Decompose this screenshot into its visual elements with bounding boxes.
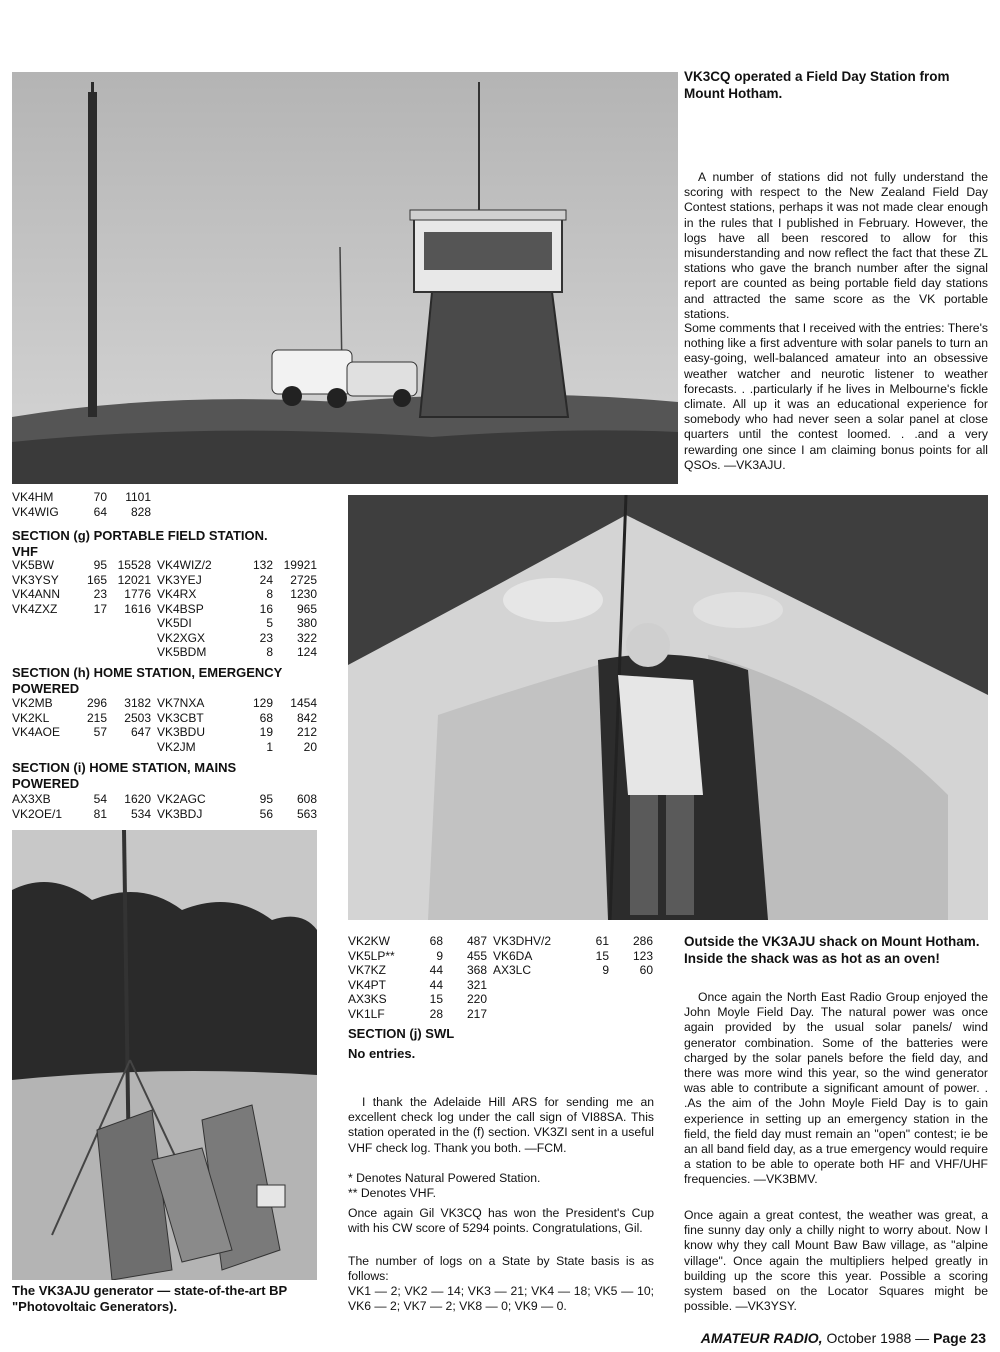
call-sign: VK3YSY (12, 572, 59, 587)
tent-photo-caption: Outside the VK3AJU shack on Mount Hotham. Inside the shack was as hot as an oven! (684, 934, 980, 966)
call-sign: VK6DA (493, 948, 533, 963)
section-g-subtitle: VHF (12, 544, 38, 559)
score: 1776 (124, 587, 151, 601)
table-row (12, 573, 317, 588)
qso-count: 132 (252, 558, 273, 572)
table-row (12, 807, 317, 822)
score: 1101 (125, 490, 151, 504)
score (107, 645, 151, 660)
table-row (12, 602, 317, 617)
call-sign: VK4PT (348, 977, 387, 992)
qso-count: 44 (429, 977, 443, 992)
call-sign (12, 645, 80, 660)
qso-count: 19 (259, 725, 273, 739)
call-sign: VK4HM (12, 490, 54, 504)
qso-count: 28 (429, 1006, 443, 1021)
score: 217 (466, 1006, 487, 1021)
section-h-table (12, 696, 317, 754)
score: 212 (296, 725, 317, 739)
qso-count: 8 (266, 587, 273, 601)
call-sign: AX3KS (348, 992, 387, 1006)
call-sign: VK5DI (157, 616, 192, 630)
call-sign (12, 616, 80, 631)
score: 124 (296, 645, 317, 659)
qso-count: 129 (252, 696, 273, 710)
qso-count: 23 (93, 587, 107, 601)
score: 1620 (124, 792, 151, 806)
page-number: Page 23 (933, 1330, 986, 1346)
call-sign: VK2JM (157, 739, 196, 754)
score: 563 (296, 806, 317, 821)
qso-count: 70 (93, 490, 107, 504)
score: 380 (296, 616, 317, 630)
table-row (348, 978, 653, 993)
footnote-vhf: ** Denotes VHF. (348, 1186, 437, 1200)
call-sign (487, 992, 583, 1007)
score: 828 (130, 504, 151, 519)
table-row (12, 587, 317, 602)
right-paragraph-1: A number of stations did not fully understand the scoring with respect to the New Zealand Field Day Contest stations, perhaps it was not made clear enough in the rules that I published in February. However, the logs have all been rescored to allow for this misunderstanding and now reflect the fact that these ZL stations who gave the branch number after the signal report are counted as being portable field day stations and attracted the same score as the VK portable stations. (684, 170, 988, 321)
call-sign: VK2XGX (157, 630, 206, 645)
qso-count: 24 (259, 572, 273, 587)
call-sign: VK2KL (12, 710, 50, 725)
qso-count: 8 (266, 645, 273, 659)
qso-count: 215 (86, 710, 107, 725)
score: 487 (466, 934, 487, 948)
qso-count: 81 (93, 806, 107, 821)
score: 534 (130, 806, 151, 821)
score: 2725 (290, 572, 317, 587)
call-sign: VK4BSP (157, 601, 204, 616)
score: 321 (466, 977, 487, 992)
call-sign: VK3BDU (157, 725, 206, 739)
section-g-title: SECTION (g) PORTABLE FIELD STATION. (12, 528, 268, 543)
table-row (12, 792, 317, 807)
score: 123 (632, 948, 653, 963)
section-j-no-entries: No entries. (348, 1046, 416, 1061)
qso-count (583, 1007, 609, 1022)
section-g-table (12, 558, 317, 660)
table-row (12, 711, 317, 726)
qso-count: 15 (429, 992, 443, 1006)
qso-count: 68 (429, 934, 443, 948)
call-sign: AX3XB (12, 792, 51, 806)
photo-tent-shack (348, 495, 988, 920)
table-row (348, 963, 653, 978)
score (609, 1007, 653, 1022)
page-footer (701, 1330, 986, 1346)
score: 20 (303, 739, 317, 754)
qso-count (80, 645, 107, 660)
call-sign: VK7NXA (157, 696, 205, 710)
call-sign: VK5LP** (348, 948, 395, 963)
qso-count: 44 (429, 963, 443, 977)
score: 647 (130, 725, 151, 739)
table-row (12, 645, 317, 660)
call-sign: VK2KW (348, 934, 391, 948)
call-sign: VK1LF (348, 1006, 385, 1021)
tower-photo-caption: VK3CQ operated a Field Day Station from Mount Hotham. (684, 69, 950, 101)
table-row (12, 740, 317, 755)
call-sign: VK4ANN (12, 587, 61, 601)
score: 1230 (290, 587, 317, 601)
qso-count: 1 (266, 739, 273, 754)
score: 60 (639, 963, 653, 977)
qso-count: 54 (93, 792, 107, 806)
right-paragraph-4: Once again a great contest, the weather was great, a fine sunny day only a chilly night to worry about. Now I know why they call Mount Baw Baw village, as "alpine village". Once again the multipliers helped greatly in building up the score this year. Possible a scoring system based on the Locator Squares might be possible. —VK3YSY. (684, 1208, 988, 1314)
call-sign: VK2OE/1 (12, 806, 63, 821)
middle-paragraph-3: The number of logs on a State by State basis is as follows: (348, 1254, 654, 1284)
call-sign: VK2MB (12, 696, 53, 710)
call-sign: VK7KZ (348, 963, 387, 977)
section-i-table (12, 792, 317, 821)
qso-count (80, 740, 107, 755)
qso-count: 9 (436, 948, 443, 963)
state-log-counts: VK1 — 2; VK2 — 14; VK3 — 21; VK4 — 18; VK5 — 10; VK6 — 2; VK7 — 2; VK8 — 0; VK9 — 0. (348, 1284, 654, 1314)
table-row (12, 696, 317, 711)
table-row (348, 1007, 653, 1022)
qso-count: 61 (595, 934, 609, 948)
generator-photo-caption: The VK3AJU generator — state-of-the-art BP "Photovoltaic Generators). (12, 1283, 287, 1314)
score: 1454 (290, 696, 317, 710)
score: 842 (296, 710, 317, 725)
table-row (12, 616, 317, 631)
score: 286 (632, 934, 653, 948)
call-sign: VK4AOE (12, 725, 61, 739)
score: 1616 (124, 601, 151, 616)
qso-count: 17 (93, 601, 107, 616)
table-row (12, 558, 317, 573)
call-sign: VK4WIG (12, 504, 59, 519)
qso-count: 68 (259, 710, 273, 725)
qso-count (583, 978, 609, 993)
score: 322 (296, 630, 317, 645)
qso-count: 16 (259, 601, 273, 616)
table-row (12, 725, 317, 740)
call-sign: VK4ZXZ (12, 601, 58, 616)
middle-score-table (348, 934, 653, 1021)
table-row (12, 505, 151, 520)
call-sign: AX3LC (493, 963, 532, 977)
qso-count: 95 (259, 792, 273, 806)
call-sign (12, 740, 80, 755)
score: 2503 (124, 710, 151, 725)
table-row (12, 490, 151, 505)
qso-count: 5 (266, 616, 273, 630)
call-sign: VK3DHV/2 (493, 934, 552, 948)
call-sign: VK2AGC (157, 792, 206, 806)
table-row (348, 934, 653, 949)
photo-solar-generator (12, 830, 317, 1280)
score: 3182 (124, 696, 151, 710)
score: 608 (296, 792, 317, 806)
qso-count: 95 (93, 558, 107, 572)
call-sign: VK3CBT (157, 710, 204, 725)
middle-paragraph-2: Once again Gil VK3CQ has won the President's Cup with his CW score of 5294 points. Congratulations, Gil. (348, 1206, 654, 1236)
qso-count: 23 (259, 630, 273, 645)
qso-count: 56 (259, 806, 273, 821)
qso-count (80, 616, 107, 631)
section-j-heading: SECTION (j) SWL (348, 1026, 455, 1041)
qso-count: 57 (93, 725, 107, 739)
score (107, 631, 151, 646)
section-h-heading: SECTION (h) HOME STATION, EMERGENCY POWERED (12, 665, 283, 696)
score: 19921 (283, 558, 317, 572)
right-paragraph-2: Some comments that I received with the entries: There's nothing like a first adventure with solar panels to turn an easy-going, well-balanced amateur into an obsessive weather watcher and neurotic listener to weather forecasts. . .particularly if he lives in Melbourne's fickle climate. All up it was an educational experience for somebody who had never seen a solar panel at close quarters until the contest loomed. . .and a very rewarding one since I am claiming bonus points for all QSOs. —VK3AJU. (684, 321, 988, 472)
score: 15528 (117, 558, 151, 572)
score (609, 992, 653, 1007)
call-sign: VK3YEJ (157, 572, 202, 587)
qso-count: 165 (86, 572, 107, 587)
score (107, 740, 151, 755)
score (609, 978, 653, 993)
qso-count (583, 992, 609, 1007)
section-i-heading: SECTION (i) HOME STATION, MAINS POWERED (12, 760, 237, 791)
score: 12021 (117, 572, 151, 587)
qso-count: 9 (602, 963, 609, 977)
score (107, 616, 151, 631)
top-score-table (12, 490, 151, 519)
call-sign: VK4RX (157, 587, 197, 601)
qso-count: 15 (595, 948, 609, 963)
qso-count: 296 (86, 696, 107, 710)
call-sign (487, 978, 583, 993)
section-g-heading (12, 528, 332, 560)
magazine-name: AMATEUR RADIO, (700, 1330, 823, 1346)
call-sign: VK4WIZ/2 (157, 558, 212, 572)
call-sign (487, 1007, 583, 1022)
score: 455 (466, 948, 487, 963)
score: 368 (466, 963, 487, 977)
photo-fire-tower (12, 72, 678, 484)
table-row (12, 631, 317, 646)
issue-date: October 1988 — (826, 1330, 930, 1346)
score: 220 (466, 992, 487, 1006)
footnote-natural-power: * Denotes Natural Powered Station. (348, 1171, 541, 1185)
call-sign (12, 631, 80, 646)
qso-count (80, 631, 107, 646)
call-sign: VK3BDJ (157, 806, 203, 821)
call-sign: VK5BW (12, 558, 55, 572)
score: 965 (296, 601, 317, 616)
table-row (348, 992, 653, 1007)
qso-count: 64 (93, 504, 107, 519)
table-row (348, 949, 653, 964)
middle-paragraph-1: I thank the Adelaide Hill ARS for sending me an excellent check log under the call sign of VI88SA. This station operated in the (f) section. VK3ZI sent in a useful VHF check log. Thank you both. —FCM. (348, 1095, 654, 1155)
right-paragraph-3: Once again the North East Radio Group enjoyed the John Moyle Field Day. The natural power was once again provided by the usual solar panels/ wind generator combination. Some of the batteries were charged by the solar panels before the field day, and there was more wind this year, so the wind generator was able to contribute a significant amount of power. . .As the aim of the John Moyle Field Day is to gain experience in setting up an emergency station in the field, the field day must remain an "open" contest; ie be an all band field day, as a true emergency would require a station to be able to operate both HF and VHF/UHF frequencies. —VK3BMV. (684, 990, 988, 1187)
call-sign: VK5BDM (157, 645, 207, 659)
